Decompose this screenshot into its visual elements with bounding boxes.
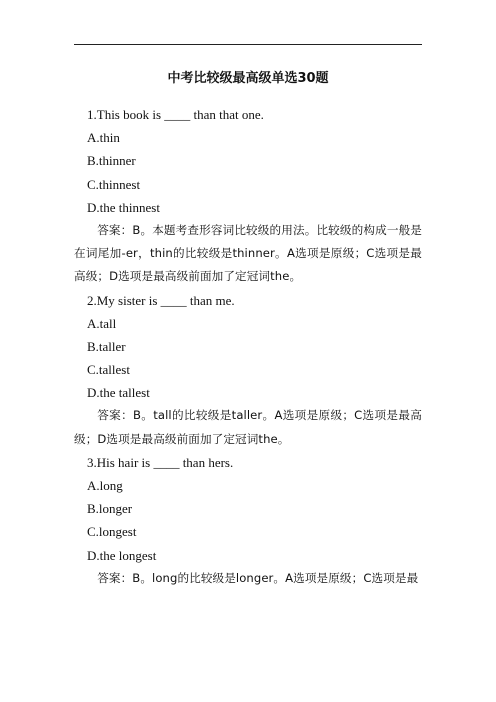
option-c: C.tallest xyxy=(87,362,130,378)
question-block xyxy=(74,103,422,289)
question-block xyxy=(74,451,422,590)
answer-explanation: 答案：B。long的比较级是longer。A选项是原级；C选项是最 xyxy=(97,570,419,585)
question-text: 3.His hair is ____ than hers. xyxy=(87,454,234,470)
answer-explanation: 答案：B。本题考查形容词比较级的用法。比较级的构成一般是在词尾加-er，thin的比较级是thinner。A选项是原级；C选项是最高级；D选项是最高级前面加了定冠词the。 xyxy=(74,222,422,284)
option-c: C.longest xyxy=(87,524,137,540)
answer-explanation: 答案：B。tall的比较级是taller。A选项是原级；C选项是最高级；D选项是最高级前面加了定冠词the。 xyxy=(74,408,422,446)
option-a: A.tall xyxy=(87,315,117,331)
question-text: 1.This book is ____ than that one. xyxy=(87,107,264,122)
option-d: D.the tallest xyxy=(87,385,150,401)
document-body xyxy=(74,103,422,590)
document-title: 中考比较级最高级单选30题 xyxy=(167,71,329,86)
question-block xyxy=(74,289,422,451)
option-b: B.longer xyxy=(87,501,133,517)
header-rule xyxy=(74,44,422,45)
option-b: B.taller xyxy=(87,338,126,354)
option-d: D.the longest xyxy=(87,547,157,563)
option-a: A.thin xyxy=(87,130,120,146)
option-d: D.the thinnest xyxy=(87,199,160,215)
option-c: C.thinnest xyxy=(87,176,141,192)
question-text: 2.My sister is ____ than me. xyxy=(87,292,235,308)
option-b: B.thinner xyxy=(87,153,136,169)
option-a: A.long xyxy=(87,478,123,494)
